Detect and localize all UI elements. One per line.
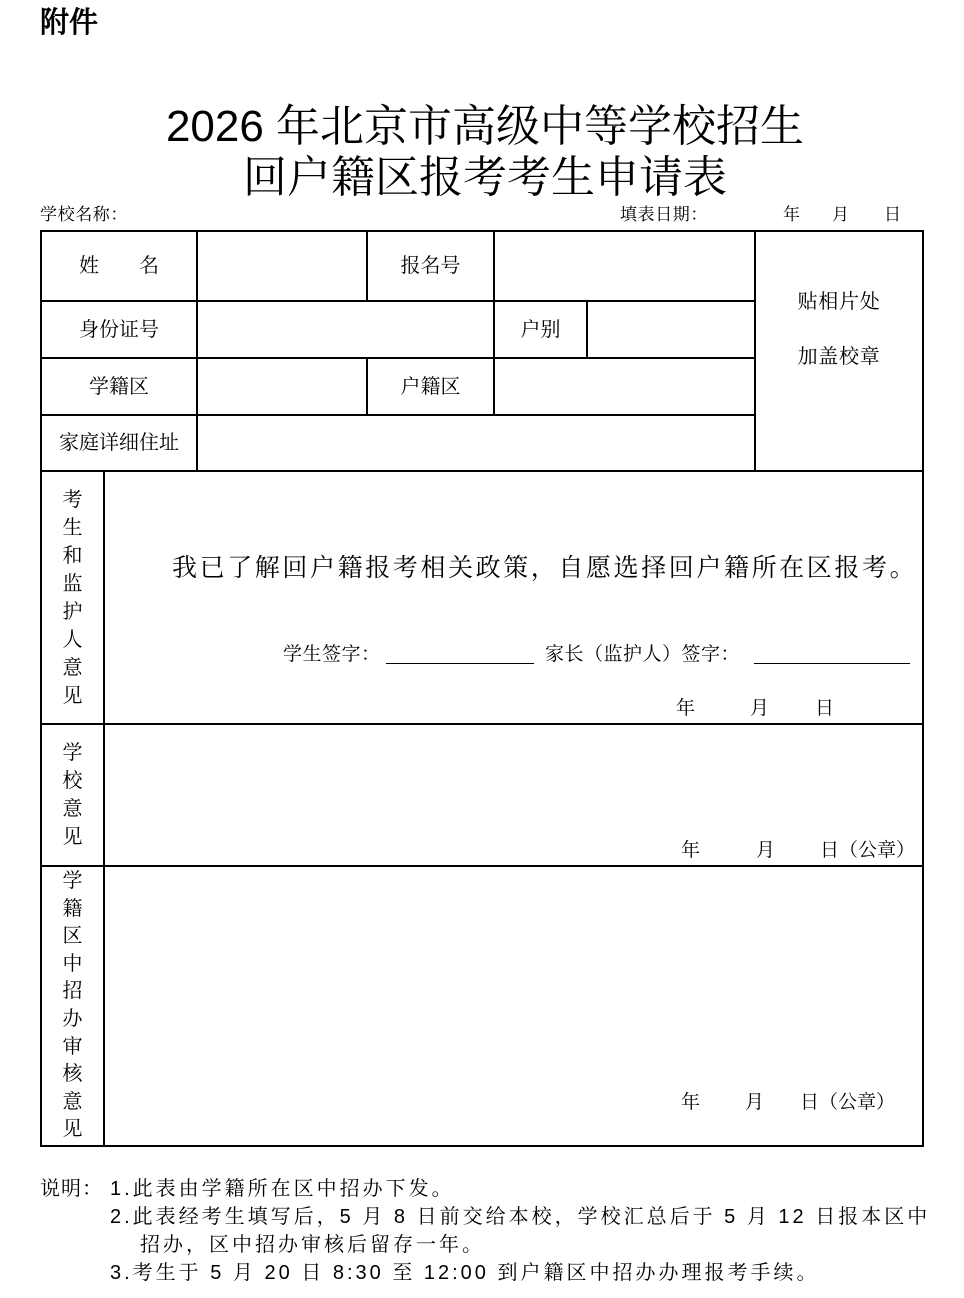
home-address-label: 家庭详细住址: [59, 432, 179, 454]
fill-date-month: 月: [832, 205, 850, 224]
applicant-opinion-content-cell: [103, 470, 924, 725]
id-number-label-cell: [40, 300, 198, 359]
name-value-cell: [196, 230, 368, 302]
applicant-date-day: 日: [815, 698, 835, 719]
note-item-2-line-1: 2.此表经考生填写后，5 月 8 日前交给本校，学校汇总后于 5 月 12 日报本区中: [110, 1206, 931, 1228]
school-opinion-label-cell: [40, 723, 105, 867]
id-number-value-cell: [196, 300, 495, 359]
school-seal-label: （公章）: [839, 840, 916, 861]
fill-date-year: 年: [783, 205, 801, 224]
household-type-label-cell: [493, 300, 588, 359]
household-registry-district-label: 户籍区: [400, 375, 461, 398]
applicant-date-month: 月: [750, 698, 770, 719]
guardian-signature-label: 家长（监护人）签字：: [545, 644, 741, 665]
district-review-label-cell: [40, 865, 105, 1147]
school-date-year: 年: [681, 840, 701, 861]
fill-date-day: 日: [884, 205, 902, 224]
student-registry-district-label-cell: [40, 357, 198, 416]
district-date-year: 年: [681, 1092, 701, 1113]
form-title-line-2: 回户籍区报考考生申请表: [243, 153, 727, 202]
school-date-day: 日: [820, 840, 840, 861]
id-number-label: 身份证号: [79, 318, 159, 341]
district-date-month: 月: [745, 1092, 765, 1113]
school-name-label: 学校名称：: [40, 205, 128, 224]
home-address-label-cell: [40, 414, 198, 472]
district-date-day: 日: [800, 1092, 820, 1113]
district-review-content-cell: [103, 865, 924, 1147]
registration-number-value-cell: [493, 230, 756, 302]
school-opinion-label: 学校意见: [62, 742, 83, 848]
applicant-opinion-label-cell: [40, 470, 105, 725]
district-review-label: 学籍区中招办审核意见: [62, 870, 83, 1141]
student-registry-district-label: 学籍区: [89, 375, 149, 398]
note-item-1: 1.此表由学籍所在区中招办下发。: [110, 1178, 455, 1200]
name-label-cell: [40, 230, 198, 302]
school-date-day-and-seal: [820, 839, 915, 863]
school-opinion-content-cell: [103, 723, 924, 867]
household-type-label: 户别: [520, 318, 561, 341]
registration-number-label-cell: [366, 230, 495, 302]
household-registry-district-label-cell: [366, 357, 495, 416]
applicant-date-year: 年: [676, 698, 696, 719]
notes-label: 说明：: [40, 1178, 103, 1200]
attachment-label: 附件: [40, 7, 99, 39]
student-signature-line: [386, 663, 534, 664]
fill-date-label: 填表日期：: [620, 205, 708, 224]
home-address-value-cell: [196, 414, 756, 472]
photo-area-text: 贴相片处: [797, 291, 881, 313]
household-registry-district-value-cell: [493, 357, 756, 416]
note-item-2-line-2: 招办，区中招办审核后留存一年。: [140, 1234, 485, 1256]
applicant-statement: 我已了解回户籍报考相关政策，自愿选择回户籍所在区报考。: [172, 554, 918, 582]
form-title-line-1: 2026 年北京市高级中等学校招生: [165, 102, 805, 151]
name-label: 姓 名: [79, 255, 159, 277]
application-table: [40, 230, 924, 1147]
registration-number-label: 报名号: [400, 255, 461, 277]
photo-area-cell: [754, 230, 924, 472]
district-seal-label: （公章）: [819, 1092, 896, 1113]
note-item-3: 3.考生于 5 月 20 日 8:30 至 12:00 到户籍区中招办办理报考手续。: [110, 1262, 820, 1284]
household-type-value-cell: [586, 300, 756, 359]
student-registry-district-value-cell: [196, 357, 368, 416]
district-date-day-and-seal: [800, 1091, 895, 1115]
student-signature-label: 学生签字：: [283, 644, 381, 665]
applicant-opinion-label: 考生和监护人意见: [62, 488, 83, 707]
guardian-signature-line: [754, 663, 910, 664]
school-stamp-text: 加盖校章: [797, 346, 881, 368]
school-date-month: 月: [756, 840, 776, 861]
